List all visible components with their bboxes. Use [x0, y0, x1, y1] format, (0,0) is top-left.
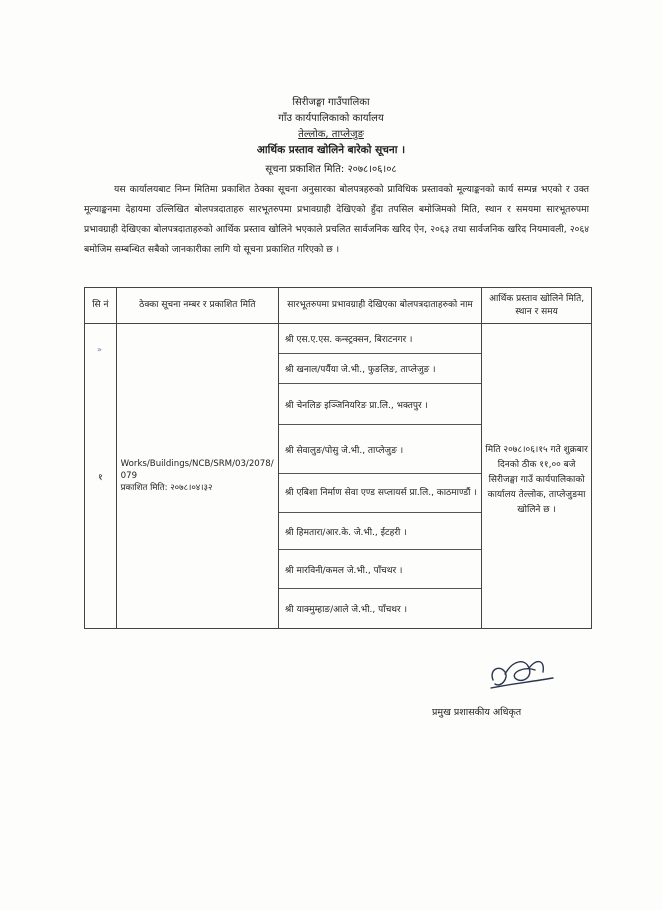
notice-paragraph: यस कार्यालयबाट निम्न मितिमा प्रकाशित ठेक्का सूचना अनुसारका बोलपत्रहरुको प्राविधिक प्रस्तावको मूल्याङ्कनको कार्य सम्पन्न भएको र उक्त मूल्याङ्कनमा देहायमा उल्लिखित बोलपत्रदाताहरु सारभूतरुपमा प्रभावग्राही देखिएको हुँदा तपसिल बमोजिमको मिति, स्थान र समयमा सारभूतरुपमा प्रभावग्राही देखिएका बोलपत्रदाताहरुको आर्थिक प्रस्ताव खोलिने भएकाले प्रचलित सार्वजनिक खरिद ऐन, २०६३ तथा सार्वजनिक खरिद नियमावली, २०६४ बमोजिम सम्बन्धित सबैको जानकारीका लागि यो सूचना प्रकाशित गरिएको छ ।: [84, 184, 589, 255]
tender-number: Works/Buildings/NCB/SRM/03/2078/079: [120, 459, 274, 481]
municipality-name: सिरीजङ्घा गाउँपालिका: [292, 97, 370, 108]
header-schedule: आर्थिक प्रस्ताव खोलिने मिति, स्थान र समय: [482, 288, 592, 324]
row-sn: १: [85, 324, 117, 629]
list-item: श्री खनाल/पर्यैया जे.भी., फुङलिङ, ताप्लेजुङ ।: [279, 354, 481, 384]
list-item: श्री मारविनी/कमल जे.भी., पाँचथर ।: [279, 550, 481, 589]
office-name: गाँउ कार्यपालिकाको कार्यालय: [278, 113, 384, 124]
header-sn: सि नं: [85, 288, 117, 324]
tender-info: [116, 324, 278, 629]
list-item: श्री सेवालुङ/पोसु जे.भी., ताप्लेजुङ ।: [279, 425, 481, 474]
table-header-row: [85, 288, 592, 324]
schedule-text: मिति २०७८।०६।१५ गते शुक्रबार दिनको ठीक ११,०० बजे सिरीजङ्घा गाउँ कार्यपालिकाको कार्यालय तेल्लोक, ताप्लेजुङमा खोलिने छ ।: [485, 444, 588, 515]
bidders-cell: [278, 324, 481, 629]
schedule-cell: [482, 324, 592, 629]
bidders-list: [279, 324, 481, 628]
list-item: श्री हिमतारा/आर.के. जे.भी., ईटहरी ।: [279, 513, 481, 550]
signatory-title: प्रमुख प्रशासकीय अधिकृत: [432, 707, 522, 718]
list-item: श्री एस.ए.एस. कन्स्ट्रक्सन, बिराटनगर ।: [279, 324, 481, 354]
list-item: श्री एबिशा निर्माण सेवा एण्ड सप्लायर्स प्रा.लि., काठमाण्डौं ।: [279, 474, 481, 513]
stray-mark-icon: »: [97, 345, 102, 354]
list-item: श्री याक्मुम्हाङ/आले जे.भी., पाँचथर ।: [284, 604, 407, 615]
notice-title: आर्थिक प्रस्ताव खोलिने बारेको सूचना ।: [256, 144, 406, 156]
header-tender: ठेक्का सूचना नम्बर र प्रकाशित मिति: [116, 288, 278, 324]
tender-date: प्रकाशित मिति: २०७८।०४।३२: [120, 483, 213, 493]
published-date: सूचना प्रकाशित मिति: २०७८।०६।०८: [265, 164, 397, 175]
signature-icon: [485, 650, 560, 700]
header-bidders: सारभूतरुपमा प्रभावग्राही देखिएका बोलपत्रदाताहरुको नाम: [278, 288, 481, 324]
list-item: श्री चेनलिङ इञ्जिनियरिङ प्रा.लि., भक्तपुर ।: [279, 384, 481, 425]
bidders-table: [84, 287, 592, 629]
office-location: तेल्लोक, ताप्लेजुङ: [298, 129, 364, 140]
table-row: [85, 324, 592, 629]
